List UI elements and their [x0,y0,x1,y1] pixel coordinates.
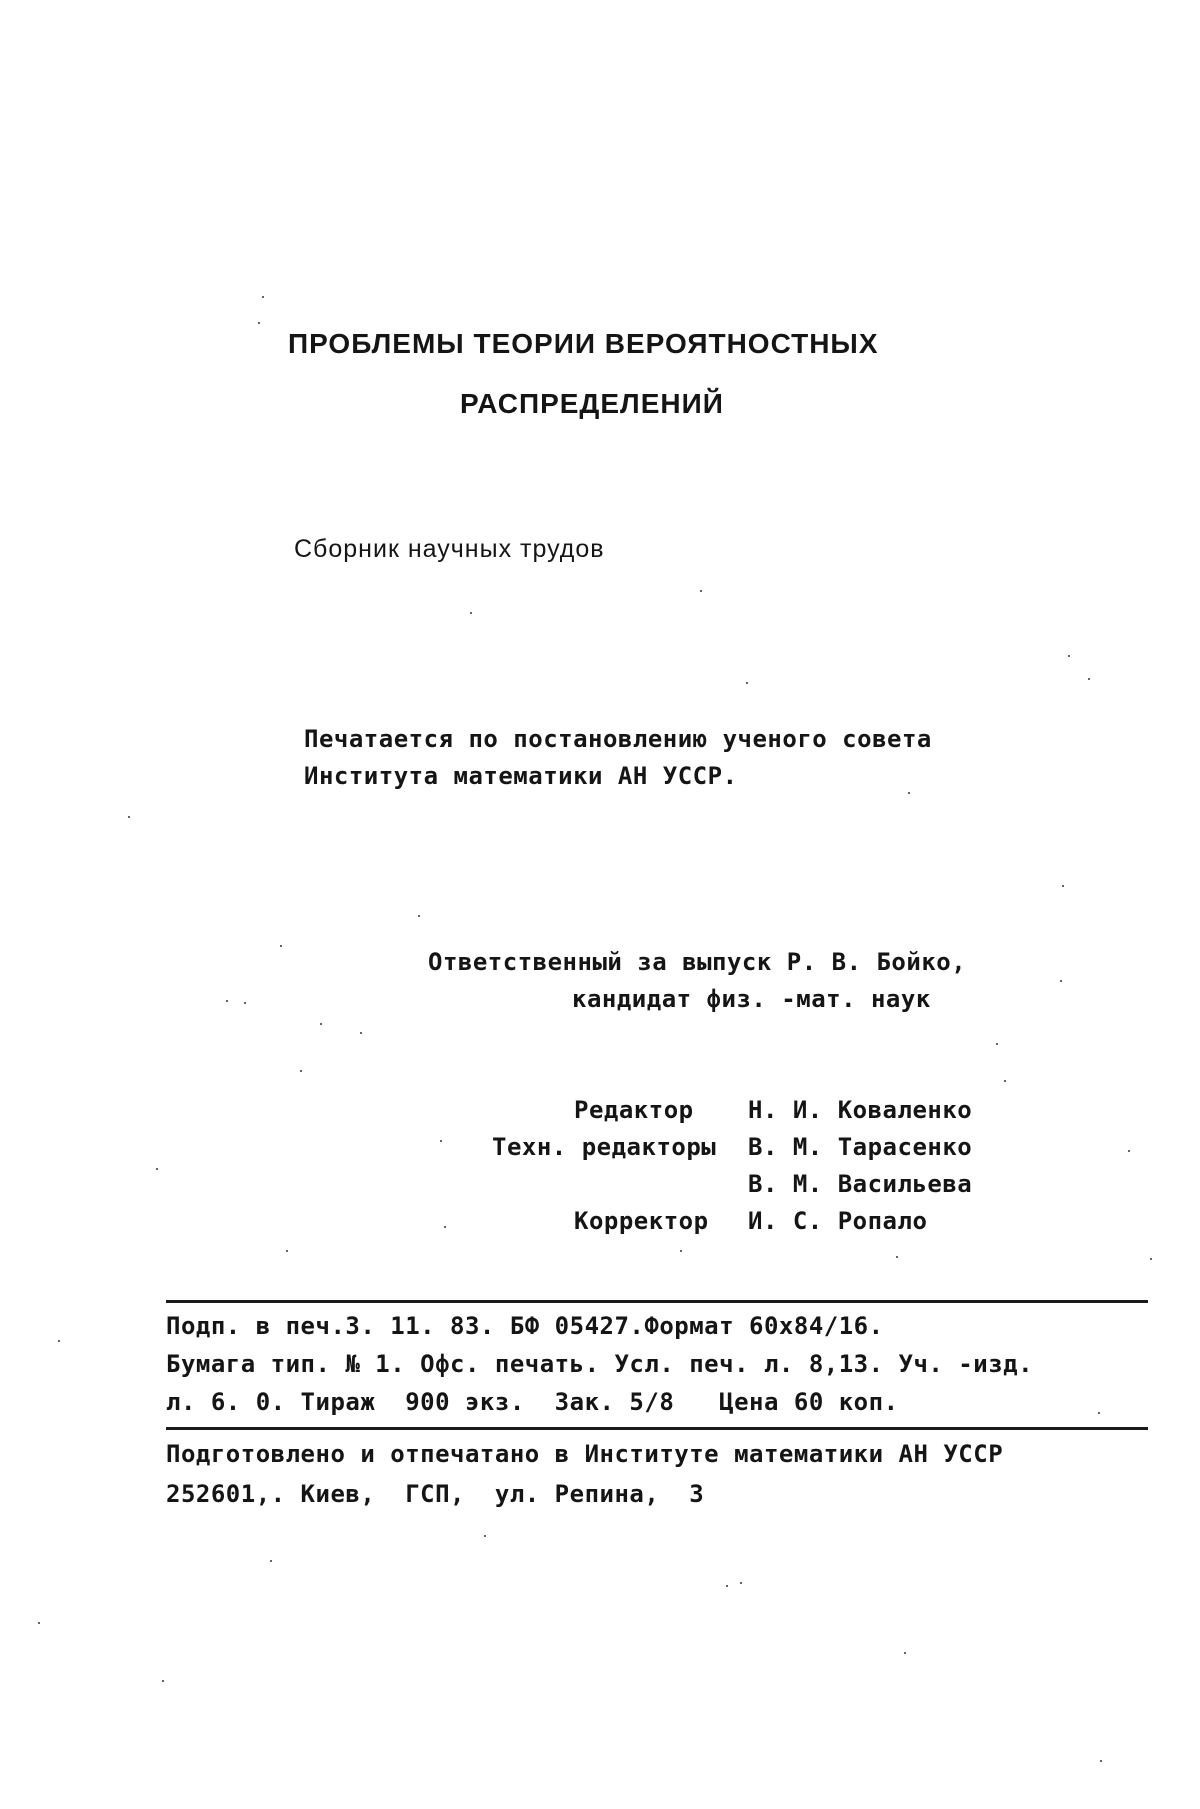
imprint-line-1: Подп. в печ.3. 11. 83. БФ 05427.Формат 60х84/16. [166,1312,884,1340]
scan-speck [444,1226,446,1228]
printer-line-1: Подготовлено и отпечатано в Институте математики АН УССР [166,1440,1004,1468]
scan-speck [360,1032,362,1034]
scan-speck [1100,1760,1102,1762]
scan-speck [1098,1412,1100,1414]
tech-editor-name-1: В. М. Тарасенко [748,1133,973,1161]
scan-speck [1060,980,1062,982]
scan-speck [908,792,910,794]
editor-name: Н. И. Коваленко [748,1096,973,1124]
scan-speck [740,1582,742,1584]
scan-speck [58,1340,60,1342]
scan-speck [996,1043,998,1045]
subtitle: Сборник научных трудов [294,535,605,563]
imprint-line-3: л. 6. 0. Тираж 900 экз. Зак. 5/8 Цена 60 коп. [166,1388,899,1416]
responsible-line-2: кандидат физ. -мат. наук [572,985,931,1013]
scan-speck [1128,1150,1130,1152]
scan-speck [280,945,282,947]
printer-line-2: 252601,. Киев, ГСП, ул. Репина, 3 [166,1480,705,1508]
scan-speck [270,1560,272,1562]
scan-speck [440,1140,442,1142]
scan-speck [1062,885,1064,887]
scan-speck [1088,678,1090,680]
scan-speck [1150,1258,1152,1260]
scan-speck [156,1168,158,1170]
approval-line-1: Печатается по постановлению ученого совета [304,725,932,753]
scan-speck [258,322,260,324]
title-line-1: ПРОБЛЕМЫ ТЕОРИИ ВЕРОЯТНОСТНЫХ [288,328,879,359]
scan-speck [300,1070,302,1072]
scan-speck [162,1680,164,1682]
scan-speck [680,1250,682,1252]
scan-speck [700,590,702,592]
bottom-rule [166,1427,1148,1430]
tech-editors-role: Техн. редакторы [492,1133,717,1161]
responsible-line-1: Ответственный за выпуск Р. В. Бойко, [428,948,967,976]
scan-speck [484,1535,486,1537]
approval-line-2: Института математики АН УССР. [304,762,738,790]
scan-speck [286,1250,288,1252]
scan-speck [896,1256,898,1258]
scan-speck [1068,655,1070,657]
scan-speck [726,1585,728,1587]
scan-speck [418,915,420,917]
scan-speck [320,1023,322,1025]
scan-speck [262,296,264,298]
corrector-role: Корректор [574,1207,709,1235]
scan-speck [244,1002,246,1004]
scan-speck [226,1000,228,1002]
top-rule [166,1300,1148,1303]
scan-speck [904,1652,906,1654]
tech-editor-name-2: В. М. Васильева [748,1170,973,1198]
scan-speck [128,816,130,818]
imprint-line-2: Бумага тип. № 1. Офс. печать. Усл. печ. л. 8,13. Уч. -изд. [166,1350,1034,1378]
scan-speck [38,1622,40,1624]
title-line-2: РАСПРЕДЕЛЕНИЙ [460,388,724,419]
scan-speck [746,682,748,684]
scan-speck [470,612,472,614]
scan-speck [1004,1080,1006,1082]
editor-role: Редактор [574,1096,694,1124]
corrector-name: И. С. Ропало [748,1207,928,1235]
